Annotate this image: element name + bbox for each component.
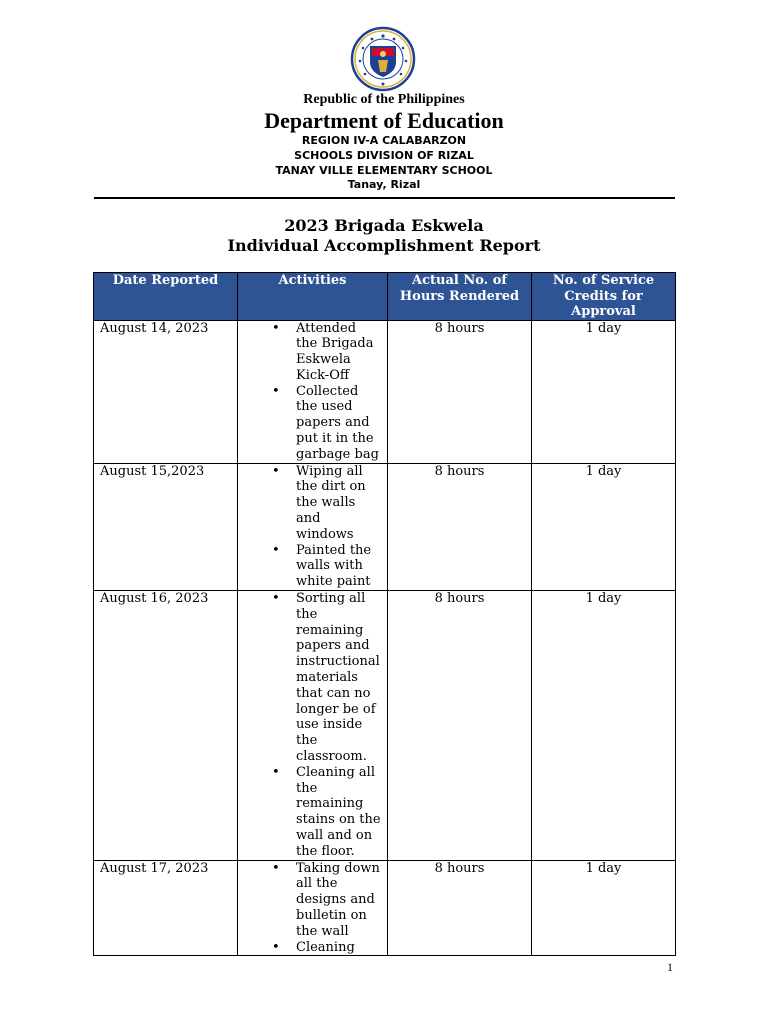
- date-cell: August 15,2023: [94, 463, 238, 590]
- activity-item: • Cleaning all the remaining stains on the wall and on the floor.: [296, 765, 381, 860]
- location-line: Tanay, Rizal: [347, 178, 421, 191]
- report-title: 2023 Brigada Eskwela: [284, 216, 484, 235]
- credits-cell: 1 day: [532, 860, 676, 956]
- header-hours: Actual No. of Hours Rendered: [388, 273, 532, 321]
- table-row: [94, 320, 676, 463]
- activity-item: • Attended the Brigada Eskwela Kick-Off: [296, 321, 381, 384]
- table-row: [94, 860, 676, 956]
- credits-cell: 1 day: [532, 591, 676, 861]
- division-line: SCHOOLS DIVISION OF RIZAL: [294, 149, 474, 162]
- date-cell: August 14, 2023: [94, 320, 238, 463]
- credits-cell: 1 day: [532, 320, 676, 463]
- activity-item: • Cleaning: [296, 940, 381, 956]
- date-cell: August 16, 2023: [94, 591, 238, 861]
- date-cell: August 17, 2023: [94, 860, 238, 956]
- page-number: 1: [667, 960, 673, 974]
- activities-cell: [238, 463, 388, 590]
- region-line: REGION IV-A CALABARZON: [301, 134, 467, 147]
- activity-item: • Collected the used papers and put it in the garbage bag: [296, 384, 381, 463]
- activity-item: • Wiping all the dirt on the walls and windows: [296, 464, 381, 543]
- activity-item: • Painted the walls with white paint: [296, 543, 381, 590]
- report-subtitle: Individual Accomplishment Report: [227, 236, 541, 255]
- hours-cell: 8 hours: [388, 860, 532, 956]
- hours-cell: 8 hours: [388, 591, 532, 861]
- header-credits: No. of Service Credits for Approval: [532, 273, 676, 321]
- activities-cell: [238, 320, 388, 463]
- header-activities: Activities: [238, 273, 388, 321]
- hours-cell: 8 hours: [388, 463, 532, 590]
- credits-cell: 1 day: [532, 463, 676, 590]
- school-line: TANAY VILLE ELEMENTARY SCHOOL: [275, 164, 493, 177]
- accomplishment-table: [93, 272, 676, 956]
- activity-item: • Taking down all the designs and bulletin on the wall: [296, 861, 381, 940]
- hours-cell: 8 hours: [388, 320, 532, 463]
- header-divider: [94, 197, 675, 199]
- table-header-row: [94, 273, 676, 321]
- deped-seal-logo: [348, 26, 418, 92]
- header-date: Date Reported: [94, 273, 238, 321]
- republic-line: Republic of the Philippines: [303, 92, 465, 107]
- activities-cell: [238, 591, 388, 861]
- department-name: Department of Education: [264, 108, 504, 133]
- table-row: [94, 591, 676, 861]
- activity-item: • Sorting all the remaining papers and instructional materials that can no longer be of use inside the classroom.: [296, 591, 381, 765]
- table-row: [94, 463, 676, 590]
- activities-cell: [238, 860, 388, 956]
